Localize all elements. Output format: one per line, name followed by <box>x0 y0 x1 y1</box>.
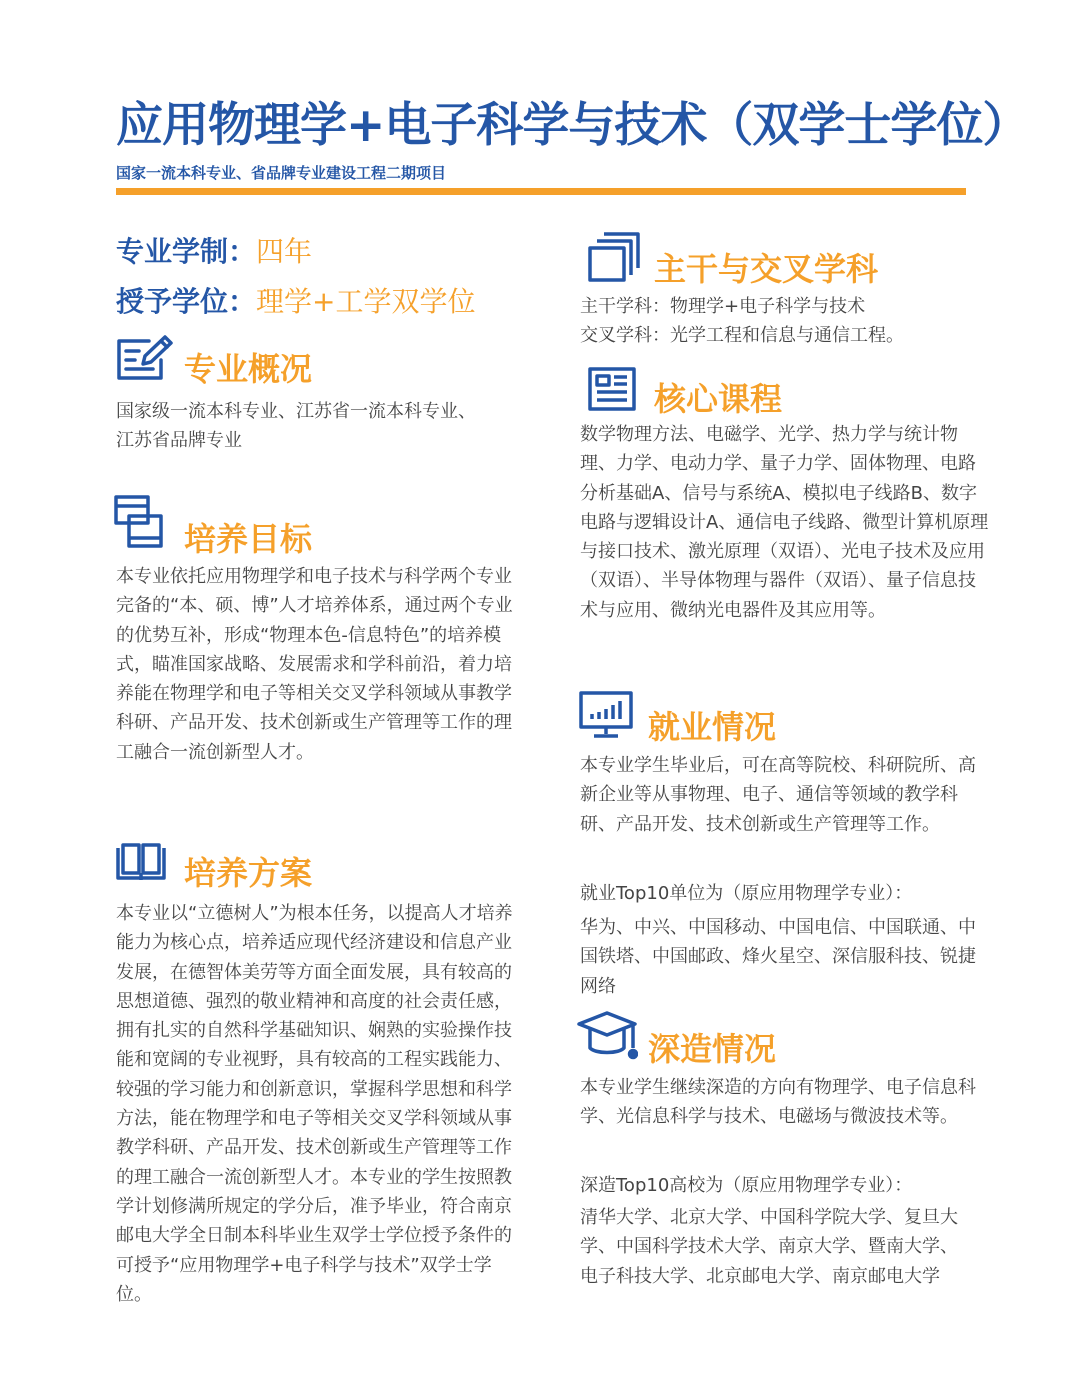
duration-label: 专业学制： <box>116 235 257 268</box>
main-discipline-text: 主干学科：物理学+电子科学与技术 <box>580 296 866 317</box>
monitor-chart-icon <box>578 690 634 740</box>
page-title: 应用物理学+电子科学与技术（双学士学位） <box>116 98 1029 153</box>
degree-value: 理学+工学双学位 <box>256 285 476 318</box>
section-title-courses: 核心课程 <box>654 380 783 418</box>
document-list-icon <box>586 366 638 412</box>
further-top-list: 清华大学、北京大学、中国科学院大学、复旦大学、中国科学技术大学、南京大学、暨南大学、电子科技大学、北京邮电大学、南京邮电大学 <box>580 1207 958 1287</box>
further-top-label: 深造Top10高校为（原应用物理学专业）： <box>580 1175 913 1196</box>
header-divider <box>116 188 966 195</box>
section-title-employment: 就业情况 <box>648 708 777 746</box>
goals-text: 本专业依托应用物理学和电子技术与科学两个专业完备的“本、硕、博”人才培养体系，通过两个专业的优势互补，形成“物理本色-信息特色”的培养模式，瞄准国家战略、发展需求和学科前沿，着力培养能在物理学和电子等相关交叉学科领域从事教学科研、产品开发、技术创新或生产管理等工作的理工融合一流创新型人才。 <box>116 566 513 763</box>
degree-label: 授予学位： <box>116 285 257 318</box>
further-text: 本专业学生继续深造的方向有物理学、电子信息科学、光信息科学与技术、电磁场与微波技术等。 <box>580 1077 976 1128</box>
section-title-goals: 培养目标 <box>184 520 313 558</box>
section-title-further: 深造情况 <box>648 1030 777 1068</box>
stacked-pages-icon <box>586 230 642 284</box>
section-title-plan: 培养方案 <box>184 854 313 892</box>
employment-top-label: 就业Top10单位为（原应用物理学专业）： <box>580 883 913 904</box>
duration-row <box>116 230 312 270</box>
employment-text: 本专业学生毕业后，可在高等院校、科研院所、高新企业等从事物理、电子、通信等领域的教学科研、产品开发、技术创新或生产管理等工作。 <box>580 755 976 835</box>
employment-top-list: 华为、中兴、中国移动、中国电信、中国联通、中国铁塔、中国邮政、烽火星空、深信服科技、锐捷网络 <box>580 917 976 997</box>
page-subtitle: 国家一流本科专业、省品牌专业建设工程二期项目 <box>116 164 447 182</box>
section-title-disciplines: 主干与交叉学科 <box>654 250 879 288</box>
windows-icon <box>113 494 165 550</box>
edit-document-icon <box>115 334 173 382</box>
duration-value: 四年 <box>256 235 313 268</box>
graduation-cap-icon <box>576 1010 638 1064</box>
degree-row <box>116 280 475 320</box>
plan-text: 本专业以“立德树人”为根本任务，以提高人才培养能力为核心点，培养适应现代经济建设和信息产业发展，在德智体美劳等方面全面发展，具有较高的思想道德、强烈的敬业精神和高度的社会责任感，拥有扎实的自然科学基础知识、娴熟的实验操作技能和宽阔的专业视野，具有较高的工程实践能力、较强的学习能力和创新意识，掌握科学思想和科学方法，能在物理学和电子等相关交叉学科领域从事教学科研、产品开发、技术创新或生产管理等工作的理工融合一流创新型人才。本专业的学生按照教学计划修满所规定的学分后，准予毕业，符合南京邮电大学全日制本科毕业生双学士学位授予条件的可授予“应用物理学+电子科学与技术”双学士学位。 <box>116 903 513 1305</box>
courses-text: 数学物理方法、电磁学、光学、热力学与统计物理、力学、电动力学、量子力学、固体物理、电路分析基础A、信号与系统A、模拟电子线路B、数字电路与逻辑设计A、通信电子线路、微型计算机原理与接口技术、激光原理（双语）、光电子技术及应用（双语）、半导体物理与器件（双语）、量子信息技术与应用、微纳光电器件及其应用等。 <box>580 424 989 621</box>
section-title-overview: 专业概况 <box>184 350 313 388</box>
open-book-icon <box>114 842 168 884</box>
overview-text: 国家级一流本科专业、江苏省一流本科专业、江苏省品牌专业 <box>116 401 476 452</box>
cross-discipline-text: 交叉学科：光学工程和信息与通信工程。 <box>580 325 904 346</box>
